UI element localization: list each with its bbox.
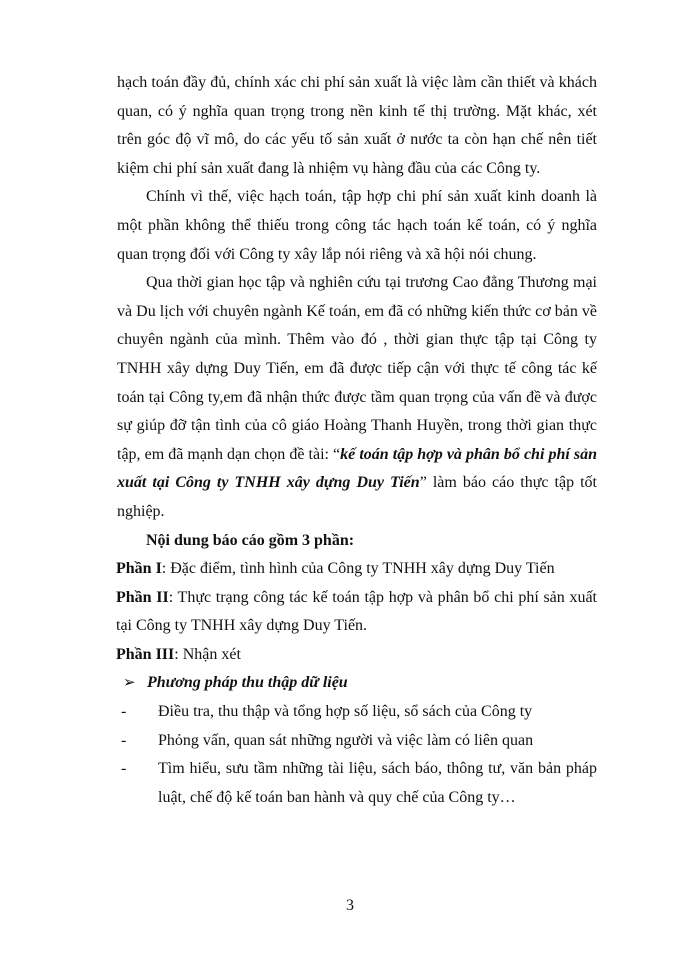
dash-bullet: -: [121, 760, 127, 778]
list-item-text: Tìm hiểu, sưu tầm những tài liệu, sách báo, thông tư, văn bản pháp luật, chế độ kế toán ban hành và quy chế của Công ty…: [158, 760, 597, 806]
page-number: 3: [346, 897, 354, 914]
topic-outro: ” làm báo cáo thực tập tốt nghiệp.: [117, 474, 597, 520]
methods-heading-line: [117, 669, 597, 698]
body-text: [117, 69, 597, 812]
list-item: [117, 755, 597, 812]
part-label: Phần II: [116, 588, 169, 606]
list-item: [117, 698, 597, 727]
outline-part-1: [116, 555, 597, 584]
part-text: : Đặc điểm, tình hình của Công ty TNHH xây dựng Duy Tiến: [161, 560, 555, 578]
part-text: : Thực trạng công tác kế toán tập hợp và phân bổ chi phí sản xuất tại Công ty TNHH xây dựng Duy Tiến.: [116, 588, 597, 635]
methods-heading: Phương pháp thu thập dữ liệu: [147, 674, 348, 692]
dash-bullet: -: [121, 703, 127, 721]
part-label: Phần I: [116, 560, 162, 578]
part-label: Phần III: [116, 645, 175, 663]
outline-part-3: [116, 641, 597, 670]
topic-intro: Qua thời gian học tập và nghiên cứu tại trương Cao đẳng Thương mại và Du lịch với chuyên ngành Kế toán, em đã có những kiến thức cơ bản về chuyên ngành của mình. Thêm vào đó , thời gian thực tập tại Công ty TNHH xây dựng Duy Tiến, em đã được tiếp cận với thực tế công tác kế toán tại Công ty,em đã nhận thức được tầm quan trọng của vấn đề và được sự giúp đỡ tận tình của cô giáo Hoàng Thanh Huyền, trong thời gian thực tập, em đã mạnh dạn chọn đề tài: “: [117, 274, 597, 463]
part-text: : Nhận xét: [174, 645, 241, 663]
paragraph-role: Chính vì thế, việc hạch toán, tập hợp chi phí sản xuất kinh doanh là một phần không thể thiếu trong công tác hạch toán kế toán, có ý nghĩa quan trọng đối với Công ty xây lắp nói riêng và xã hội nói chung.: [117, 188, 597, 263]
topic-title: kế toán tập hợp và phân bổ chi phí sản xuất tại Công ty TNHH xây dựng Duy Tiến: [117, 445, 598, 492]
dash-bullet: -: [121, 731, 127, 749]
paragraph-topic: [117, 269, 597, 526]
list-item: [117, 727, 597, 756]
outline-heading: Nội dung báo cáo gồm 3 phần:: [146, 531, 355, 549]
paragraph-importance: hạch toán đầy đủ, chính xác chi phí sản xuất là việc làm cần thiết và khách quan, có ý nghĩa quan trọng trong nền kinh tế thị trường. Mặt khác, xét trên góc độ vĩ mô, do các yếu tố sản xuất ở nước ta còn hạn chế nên tiết kiệm chi phí sản xuất đang là nhiệm vụ hàng đầu của các Công ty.: [117, 74, 597, 177]
list-item-text: Phỏng vấn, quan sát những người và việc làm có liên quan: [158, 731, 534, 749]
arrow-bullet-icon: ➢: [123, 675, 136, 692]
outline-part-2: [116, 584, 597, 641]
list-item-text: Điều tra, thu thập và tổng hợp số liệu, sổ sách của Công ty: [158, 703, 533, 721]
